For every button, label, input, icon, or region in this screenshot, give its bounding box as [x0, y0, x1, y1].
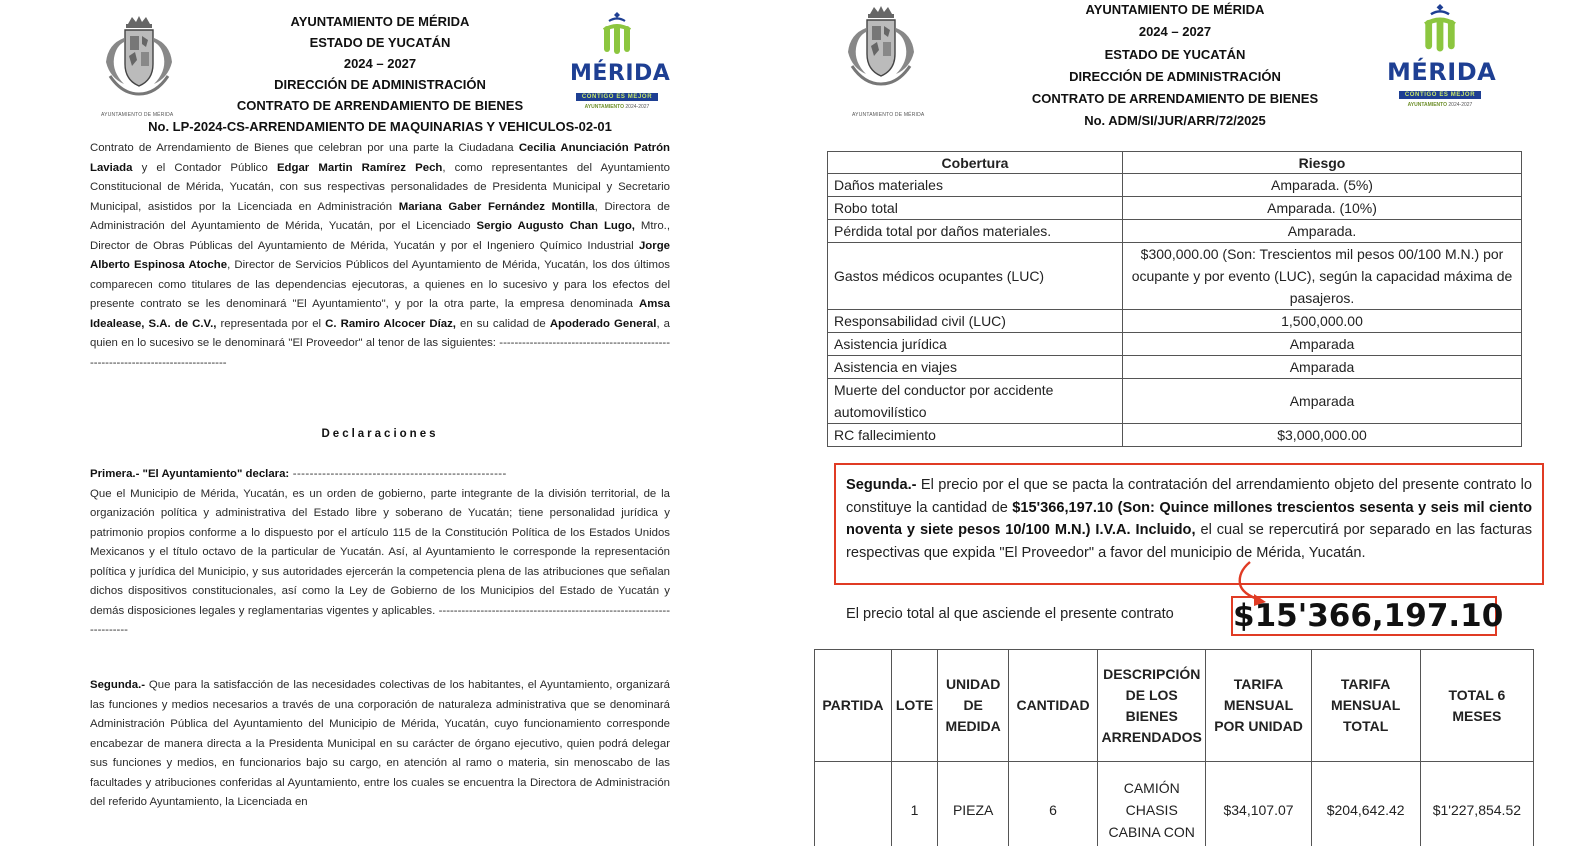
riesgo-cell: Amparada	[1123, 379, 1522, 424]
header-line: DIRECCIÓN DE ADMINISTRACIÓN	[274, 77, 486, 92]
descripcion-cell: CAMIÓN CHASIS CABINA CON	[1097, 762, 1205, 846]
header-line: AYUNTAMIENTO DE MÉRIDA	[1085, 2, 1265, 17]
cobertura-cell: Responsabilidad civil (LUC)	[828, 310, 1123, 333]
header-line: DIRECCIÓN DE ADMINISTRACIÓN	[1069, 68, 1281, 84]
cobertura-cell: Asistencia jurídica	[828, 333, 1123, 356]
contract-number: No. LP-2024-CS-ARRENDAMIENTO DE MAQUINARIAS Y VEHICULOS-02-01	[148, 119, 612, 134]
lote-cell: 1	[891, 762, 937, 846]
header-line: 2024 – 2027	[1138, 24, 1212, 40]
table-row	[828, 243, 1522, 310]
coat-of-arms-seal	[98, 14, 180, 110]
table-row	[828, 220, 1522, 243]
column-header-cantidad: CANTIDAD	[1009, 650, 1098, 762]
cobertura-cell: Muerte del conductor por accidente automovilístico	[828, 379, 1123, 424]
unidad-cell: PIEZA	[938, 762, 1009, 846]
riesgo-cell: $3,000,000.00	[1123, 424, 1522, 447]
riesgo-cell: Amparada. (5%)	[1123, 174, 1522, 197]
header-line: AYUNTAMIENTO DE MÉRIDA	[290, 14, 470, 29]
riesgo-cell: $300,000.00 (Son: Trescientos mil pesos 00/100 M.N.) por ocupante y por evento (LUC), según la capacidad máxima de pasajeros.	[1123, 243, 1522, 310]
column-header-tarifa-unidad: TARIFA MENSUAL POR UNIDAD	[1206, 650, 1311, 762]
table-row	[828, 310, 1522, 333]
logo-tagline: CONTIGO ES MEJOR	[576, 93, 658, 101]
partida-cell	[815, 762, 892, 846]
intro-paragraph: Contrato de Arrendamiento de Bienes que celebran por una parte la Ciudadana Cecilia Anunciación Patrón Laviada y el Contador Público Edgar Martin Ramírez Pech, como representantes del Ayuntamiento Constitucional de Mérida, Yucatán, con sus respectivas personalidades de Presidenta Municipal y Secretario Municipal, asistidos por la Licenciada en Administración Mariana Gaber Fernández Montilla, Directora de Administración del Ayuntamiento de Mérida, Yucatán, por el Licenciado Sergio Augusto Chan Lugo, Mtro., Director de Obras Públicas del Ayuntamiento de Mérida, Yucatán y por el Ingeniero Químico Industrial Jorge Alberto Espinosa Atoche, Director de Servicios Públicos del Ayuntamiento de Mérida, Yucatán, los dos últimos comparecen como titulares de las dependencias ejecutoras, a quienes en lo sucesivo y para los efectos del presente contrato se les denominará "El Ayuntamiento", y por la otra parte, la empresa denominada Amsa Idealease, S.A. de C.V., representada por el C. Ramiro Alcocer Díaz, en su calidad de Apoderado General, a quien en lo sucesivo se le denominará "El Proveedor" al tenor de las siguientes: ---------------------------------------------------------------------------------	[90, 142, 671, 369]
riesgo-cell: Amparada.	[1123, 220, 1522, 243]
cobertura-cell: Pérdida total por daños materiales.	[828, 220, 1123, 243]
table-row	[828, 379, 1522, 424]
logo-subtitle: AYUNTAMIENTO 2024-2027	[1407, 102, 1473, 108]
header-line: ESTADO DE YUCATÁN	[1104, 46, 1246, 62]
column-header-cobertura: Cobertura	[828, 152, 1123, 174]
declaraciones-heading: Declaraciones	[321, 428, 439, 440]
contract-number: No. ADM/SI/JUR/ARR/72/2025	[1084, 113, 1266, 129]
column-header-descripcion: DESCRIPCIÓN DE LOS BIENES ARRENDADOS	[1097, 650, 1205, 762]
merida-logo	[570, 12, 671, 110]
table-row	[828, 356, 1522, 379]
primera-declaration: Primera.- "El Ayuntamiento" declara: --------------------------------------------------- Que el Municipio de Mérida, Yucatán, es un orden de gobierno, parte integrante de la división territorial, de la organización política y administrativa del Estado libre y soberano de Yucatán; tiene personalidad jurídica y patrimonio propios conforme a lo dispuesto por el artículo 115 de la Constitución Política de los Estados Unidos Mexicanos y el título octavo de la particular de Yucatán. Así, al Ayuntamiento le corresponde la representación política y jurídica del Municipio, y sus autoridades ejercerán la competencia plena de las atribuciones que señalan dichos dispositivos constitucionales, así como la Ley de Gobierno de los Municipios del Estado de Yucatán y demás disposiciones legales y reglamentarias vigentes y aplicables. -----------------------------------------------------------------------	[90, 468, 670, 636]
column-header-lote: LOTE	[891, 650, 937, 762]
cantidad-cell: 6	[1009, 762, 1098, 846]
riesgo-cell: Amparada	[1123, 356, 1522, 379]
coat-of-arms-seal	[840, 4, 922, 100]
table-header-row	[828, 152, 1522, 174]
table-row	[828, 333, 1522, 356]
document-header	[220, 11, 540, 116]
seal-caption: AYUNTAMIENTO DE MÉRIDA	[852, 112, 925, 118]
riesgo-cell: Amparada. (10%)	[1123, 197, 1522, 220]
table-row	[828, 424, 1522, 447]
total-price-label: El precio total al que asciende el presente contrato	[846, 606, 1174, 622]
column-header-unidad: UNIDAD DE MEDIDA	[938, 650, 1009, 762]
table-header-row	[815, 650, 1534, 762]
document-header	[1005, 0, 1345, 133]
total-6-meses-cell: $1'227,854.52	[1420, 762, 1533, 846]
right-document-page	[790, 0, 1595, 846]
column-header-partida: PARTIDA	[815, 650, 892, 762]
riesgo-cell: 1,500,000.00	[1123, 310, 1522, 333]
riesgo-cell: Amparada	[1123, 333, 1522, 356]
logo-subtitle: AYUNTAMIENTO 2024-2027	[584, 104, 650, 110]
header-line: ESTADO DE YUCATÁN	[309, 35, 451, 50]
segunda-declaration: Segunda.- Que para la satisfacción de las necesidades colectivas de los habitantes, el Ayuntamiento, organizará las funciones y medios necesarios a través de una corporación de naturaleza administrativa que se denominará Administración Pública del Ayuntamiento del Municipio de Mérida, Yucatán, cuyo funcionamiento corresponde encabezar de manera directa a la Presidenta Municipal en su carácter de órgano ejecutivo, quien podrá delegar sus funciones y medios, en funcionarios bajo su cargo, en atención al ramo o materia, sin menoscabo de las facultades y atribuciones conferidas al Ayuntamiento, entre los cuales se encuentra la Directora de Administración del referido Ayuntamiento, la Licenciada en	[90, 679, 670, 808]
tarifa-unidad-cell: $34,107.07	[1206, 762, 1311, 846]
table-row	[828, 174, 1522, 197]
column-header-tarifa-total: TARIFA MENSUAL TOTAL	[1311, 650, 1420, 762]
logo-wordmark: MÉRIDA	[570, 61, 671, 86]
tarifa-total-cell: $204,642.42	[1311, 762, 1420, 846]
merida-logo	[1387, 4, 1497, 108]
left-document-page	[0, 0, 760, 846]
logo-tagline: CONTIGO ES MEJOR	[1399, 91, 1481, 99]
cobertura-cell: Asistencia en viajes	[828, 356, 1123, 379]
seal-caption: AYUNTAMIENTO DE MÉRIDA	[101, 112, 174, 118]
column-header-riesgo: Riesgo	[1123, 152, 1522, 174]
table-row	[828, 197, 1522, 220]
merida-logo-icon	[597, 12, 637, 58]
segunda-clause-highlight: Segunda.- El precio por el que se pacta la contratación del arrendamiento objeto del presente contrato lo constituye la cantidad de $15'366,197.10 (Son: Quince millones trescientos sesenta y seis mil ciento noventa y siete pesos 10/100 M.N.) I.V.A. Incluido, el cual se repercutirá por separado en las facturas respectivas que expida "El Proveedor" a favor del municipio de Mérida, Yucatán.	[834, 463, 1544, 585]
header-line: 2024 – 2027	[343, 56, 417, 71]
cobertura-cell: Robo total	[828, 197, 1123, 220]
items-table	[814, 649, 1534, 846]
cobertura-cell: Gastos médicos ocupantes (LUC)	[828, 243, 1123, 310]
table-row	[815, 762, 1534, 846]
header-line: CONTRATO DE ARRENDAMIENTO DE BIENES	[1031, 91, 1319, 107]
logo-wordmark: MÉRIDA	[1387, 58, 1497, 86]
header-line: CONTRATO DE ARRENDAMIENTO DE BIENES	[236, 98, 524, 113]
total-price-value: $15'366,197.10	[1233, 598, 1504, 634]
cobertura-cell: RC fallecimiento	[828, 424, 1123, 447]
merida-logo-icon	[1417, 4, 1463, 56]
column-header-total-6-meses: TOTAL 6 MESES	[1420, 650, 1533, 762]
cobertura-cell: Daños materiales	[828, 174, 1123, 197]
coverage-table	[827, 151, 1522, 447]
